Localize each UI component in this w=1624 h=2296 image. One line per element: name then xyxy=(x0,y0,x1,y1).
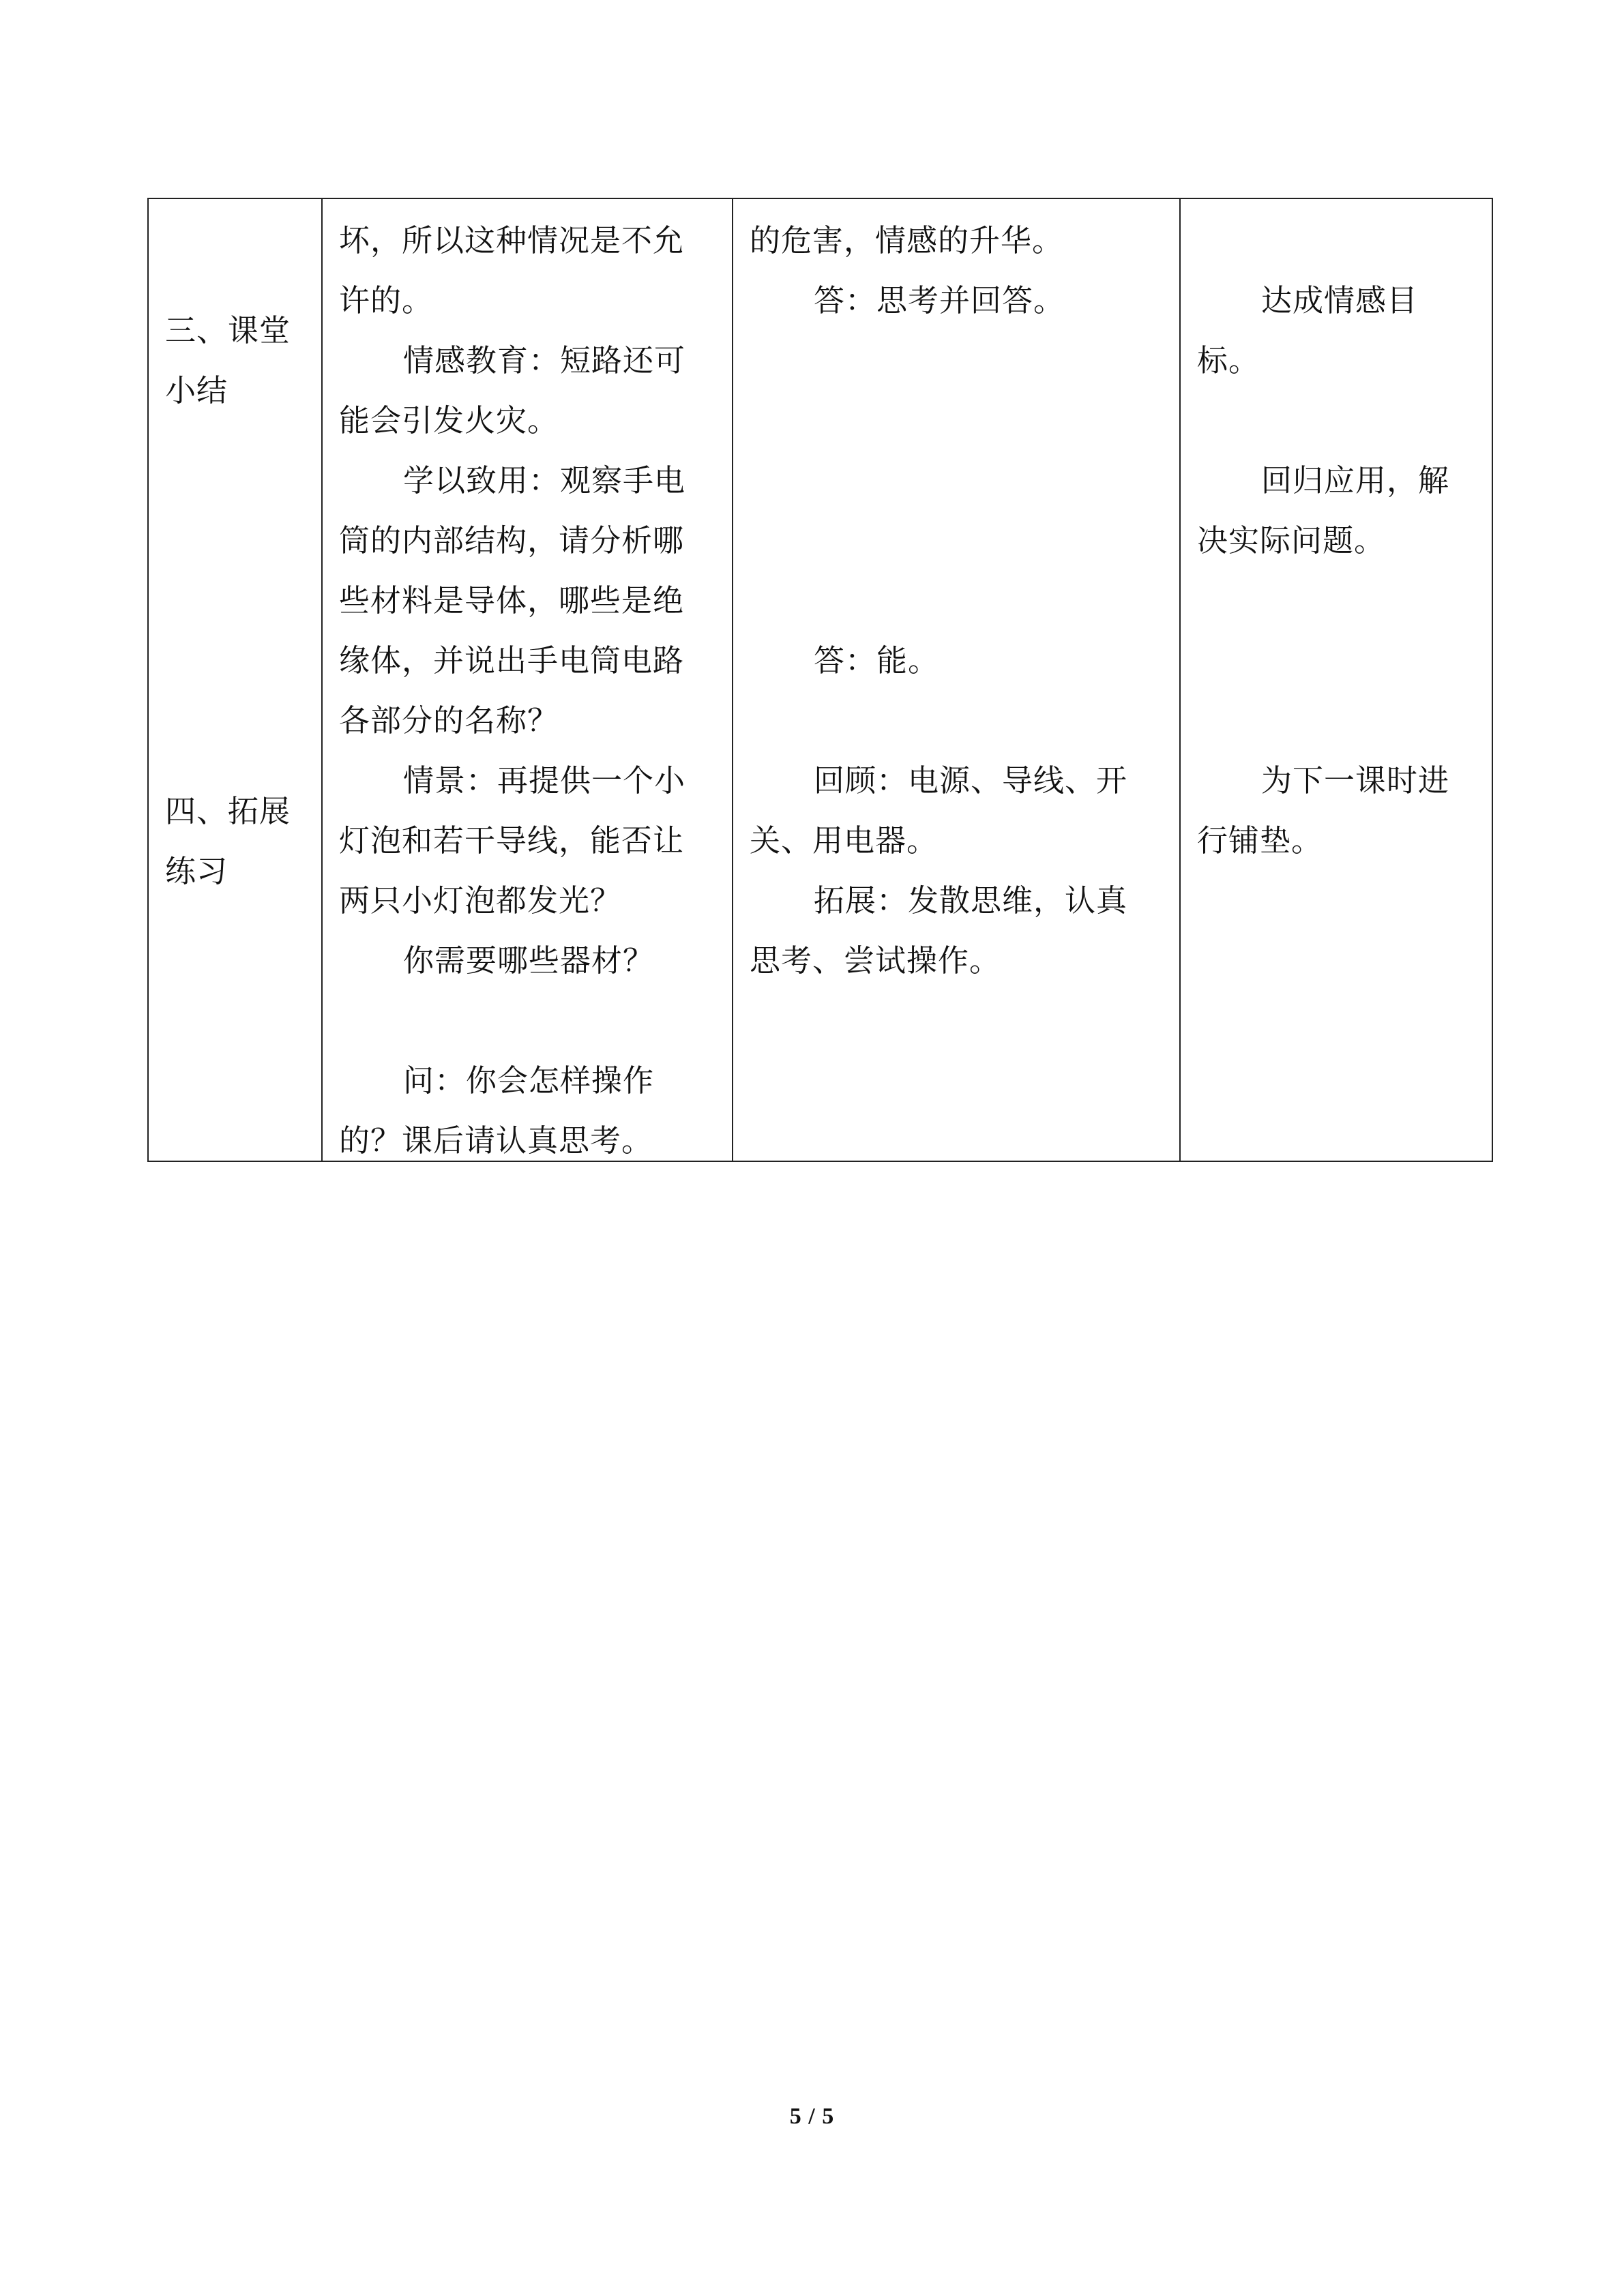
teacher-line: 情景：再提供一个小 xyxy=(403,762,686,799)
section-summary-line-1: 三、课堂 xyxy=(165,312,291,348)
teacher-line: 灯泡和若干导线，能否让 xyxy=(339,822,685,859)
teacher-line: 情感教育：短路还可 xyxy=(403,342,686,378)
teacher-line: 两只小灯泡都发光？ xyxy=(339,882,622,919)
intent-line: 行铺垫。 xyxy=(1197,822,1323,859)
section-extension-line-2: 练习 xyxy=(165,853,228,889)
teacher-line: 能会引发火灾。 xyxy=(339,402,559,438)
section-summary-line-2: 小结 xyxy=(165,372,228,408)
teacher-line: 筒的内部结构，请分析哪 xyxy=(339,522,685,558)
table-row xyxy=(148,198,1492,1161)
teacher-line: 许的。 xyxy=(339,282,434,318)
teacher-line: 你需要哪些器材？ xyxy=(403,942,655,979)
teacher-line: 学以致用：观察手电 xyxy=(403,462,686,498)
teacher-line: 的？课后请认真思考。 xyxy=(339,1122,653,1159)
student-line: 的危害，情感的升华。 xyxy=(750,222,1064,258)
intent-line: 为下一课时进 xyxy=(1261,762,1450,799)
student-line: 回顾：电源、导线、开 xyxy=(814,762,1128,799)
section-cell xyxy=(148,198,322,1161)
teacher-line: 问：你会怎样操作 xyxy=(403,1062,655,1099)
student-activity-cell xyxy=(733,198,1180,1161)
teacher-activity-cell xyxy=(322,198,733,1161)
intent-line: 决实际问题。 xyxy=(1197,522,1386,558)
student-line: 答：思考并回答。 xyxy=(814,282,1065,318)
student-line: 思考、尝试操作。 xyxy=(750,942,1001,979)
page-number: 5 / 5 xyxy=(789,2104,835,2129)
section-extension-line-1: 四、拓展 xyxy=(165,793,291,829)
intent-line: 达成情感目 xyxy=(1261,282,1419,318)
student-line: 关、用电器。 xyxy=(750,822,939,859)
teacher-line: 些材料是导体，哪些是绝 xyxy=(339,582,685,618)
intent-line: 回归应用，解 xyxy=(1261,462,1450,498)
teacher-line: 各部分的名称？ xyxy=(339,702,559,739)
intent-line: 标。 xyxy=(1197,342,1260,378)
lesson-plan-table xyxy=(147,198,1493,1162)
teacher-line: 缘体，并说出手电筒电路 xyxy=(339,642,685,679)
student-line: 拓展：发散思维，认真 xyxy=(814,882,1128,919)
student-line: 答：能。 xyxy=(814,642,940,679)
design-intent-cell xyxy=(1180,198,1492,1161)
teacher-line: 坏，所以这种情况是不允 xyxy=(339,222,685,258)
